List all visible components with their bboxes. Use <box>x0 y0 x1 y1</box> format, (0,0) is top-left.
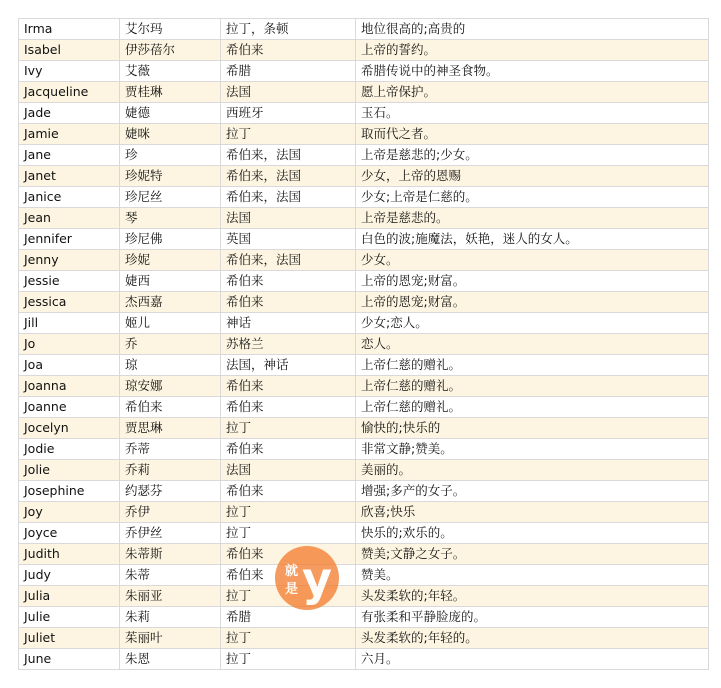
cell-chinese-name: 艾尔玛 <box>120 19 221 40</box>
cell-meaning: 恋人。 <box>356 334 709 355</box>
cell-english-name: Joyce <box>19 523 120 544</box>
cell-meaning: 快乐的;欢乐的。 <box>356 523 709 544</box>
cell-origin: 希腊 <box>221 607 356 628</box>
cell-origin: 拉丁 <box>221 124 356 145</box>
cell-meaning: 上帝仁慈的赠礼。 <box>356 355 709 376</box>
cell-meaning: 非常文静;赞美。 <box>356 439 709 460</box>
cell-meaning: 地位很高的;高贵的 <box>356 19 709 40</box>
cell-english-name: Ivy <box>19 61 120 82</box>
table-row <box>19 544 709 565</box>
cell-meaning: 头发柔软的;年轻。 <box>356 586 709 607</box>
cell-chinese-name: 婕咪 <box>120 124 221 145</box>
cell-chinese-name: 珍尼佛 <box>120 229 221 250</box>
table-row <box>19 481 709 502</box>
cell-chinese-name: 乔伊 <box>120 502 221 523</box>
cell-english-name: June <box>19 649 120 670</box>
cell-meaning: 愿上帝保护。 <box>356 82 709 103</box>
cell-english-name: Joa <box>19 355 120 376</box>
cell-origin: 希伯来 <box>221 292 356 313</box>
cell-origin: 希伯来 <box>221 376 356 397</box>
cell-english-name: Jessie <box>19 271 120 292</box>
cell-english-name: Janet <box>19 166 120 187</box>
cell-meaning: 愉快的;快乐的 <box>356 418 709 439</box>
cell-english-name: Jocelyn <box>19 418 120 439</box>
cell-meaning: 增强;多产的女子。 <box>356 481 709 502</box>
table-row <box>19 250 709 271</box>
cell-origin: 法国 <box>221 460 356 481</box>
cell-meaning: 赞美;文静之女子。 <box>356 544 709 565</box>
cell-meaning: 希腊传说中的神圣食物。 <box>356 61 709 82</box>
cell-chinese-name: 琼安娜 <box>120 376 221 397</box>
cell-origin: 拉丁 <box>221 418 356 439</box>
watermark-logo <box>274 545 340 611</box>
table-row <box>19 334 709 355</box>
table-row <box>19 355 709 376</box>
cell-meaning: 少女，上帝的恩赐 <box>356 166 709 187</box>
cell-origin: 拉丁，条顿 <box>221 19 356 40</box>
table-row <box>19 523 709 544</box>
cell-english-name: Jamie <box>19 124 120 145</box>
table-row <box>19 40 709 61</box>
cell-meaning: 少女;恋人。 <box>356 313 709 334</box>
cell-origin: 拉丁 <box>221 649 356 670</box>
table-row <box>19 397 709 418</box>
cell-meaning: 美丽的。 <box>356 460 709 481</box>
cell-meaning: 上帝的恩宠;财富。 <box>356 292 709 313</box>
cell-chinese-name: 乔 <box>120 334 221 355</box>
table-row <box>19 460 709 481</box>
cell-english-name: Jacqueline <box>19 82 120 103</box>
cell-english-name: Jenny <box>19 250 120 271</box>
table-row <box>19 187 709 208</box>
cell-chinese-name: 茱丽叶 <box>120 628 221 649</box>
watermark-char-top: 就 <box>285 564 299 579</box>
cell-chinese-name: 朱蒂斯 <box>120 544 221 565</box>
names-sheet <box>18 18 708 670</box>
watermark-char-bottom: 是 <box>285 582 299 597</box>
cell-english-name: Isabel <box>19 40 120 61</box>
cell-meaning: 取而代之者。 <box>356 124 709 145</box>
cell-origin: 希伯来 <box>221 481 356 502</box>
table-row <box>19 565 709 586</box>
cell-chinese-name: 贾桂琳 <box>120 82 221 103</box>
cell-chinese-name: 珍妮 <box>120 250 221 271</box>
cell-english-name: Jessica <box>19 292 120 313</box>
cell-origin: 希伯来 <box>221 397 356 418</box>
cell-meaning: 玉石。 <box>356 103 709 124</box>
cell-english-name: Jade <box>19 103 120 124</box>
table-row <box>19 649 709 670</box>
cell-chinese-name: 朱蒂 <box>120 565 221 586</box>
table-row <box>19 586 709 607</box>
cell-origin: 法国，神话 <box>221 355 356 376</box>
cell-meaning: 有张柔和平静脸庞的。 <box>356 607 709 628</box>
cell-origin: 希伯来 <box>221 544 356 565</box>
cell-english-name: Jo <box>19 334 120 355</box>
cell-english-name: Judith <box>19 544 120 565</box>
cell-chinese-name: 珍 <box>120 145 221 166</box>
cell-chinese-name: 乔莉 <box>120 460 221 481</box>
cell-english-name: Julie <box>19 607 120 628</box>
table-row <box>19 61 709 82</box>
cell-origin: 希伯来，法国 <box>221 187 356 208</box>
cell-meaning: 上帝仁慈的赠礼。 <box>356 397 709 418</box>
cell-origin: 苏格兰 <box>221 334 356 355</box>
cell-origin: 英国 <box>221 229 356 250</box>
table-row <box>19 502 709 523</box>
table-row <box>19 166 709 187</box>
cell-origin: 拉丁 <box>221 523 356 544</box>
cell-origin: 希伯来 <box>221 40 356 61</box>
cell-meaning: 头发柔软的;年轻的。 <box>356 628 709 649</box>
cell-english-name: Jean <box>19 208 120 229</box>
cell-chinese-name: 朱莉 <box>120 607 221 628</box>
cell-origin: 拉丁 <box>221 586 356 607</box>
cell-meaning: 少女;上帝是仁慈的。 <box>356 187 709 208</box>
cell-english-name: Joanna <box>19 376 120 397</box>
cell-meaning: 上帝仁慈的赠礼。 <box>356 376 709 397</box>
table-row <box>19 628 709 649</box>
cell-meaning: 上帝的誓约。 <box>356 40 709 61</box>
table-row <box>19 439 709 460</box>
cell-english-name: Judy <box>19 565 120 586</box>
table-row <box>19 208 709 229</box>
table-row <box>19 292 709 313</box>
cell-chinese-name: 伊莎蓓尔 <box>120 40 221 61</box>
table-row <box>19 145 709 166</box>
cell-english-name: Joanne <box>19 397 120 418</box>
cell-meaning: 少女。 <box>356 250 709 271</box>
cell-english-name: Juliet <box>19 628 120 649</box>
cell-chinese-name: 婕西 <box>120 271 221 292</box>
cell-chinese-name: 琼 <box>120 355 221 376</box>
cell-origin: 拉丁 <box>221 502 356 523</box>
cell-meaning: 上帝是慈悲的;少女。 <box>356 145 709 166</box>
cell-english-name: Jill <box>19 313 120 334</box>
table-row <box>19 82 709 103</box>
cell-origin: 神话 <box>221 313 356 334</box>
cell-english-name: Josephine <box>19 481 120 502</box>
cell-origin: 拉丁 <box>221 628 356 649</box>
cell-origin: 希腊 <box>221 61 356 82</box>
names-table <box>18 18 709 670</box>
cell-meaning: 赞美。 <box>356 565 709 586</box>
table-row <box>19 376 709 397</box>
cell-chinese-name: 朱恩 <box>120 649 221 670</box>
cell-english-name: Joy <box>19 502 120 523</box>
cell-meaning: 欣喜;快乐 <box>356 502 709 523</box>
table-row <box>19 124 709 145</box>
cell-origin: 希伯来，法国 <box>221 145 356 166</box>
table-row <box>19 19 709 40</box>
cell-chinese-name: 约瑟芬 <box>120 481 221 502</box>
table-row <box>19 607 709 628</box>
cell-origin: 希伯来 <box>221 271 356 292</box>
cell-chinese-name: 珍尼丝 <box>120 187 221 208</box>
cell-english-name: Irma <box>19 19 120 40</box>
table-row <box>19 313 709 334</box>
cell-meaning: 上帝的恩宠;财富。 <box>356 271 709 292</box>
cell-origin: 法国 <box>221 208 356 229</box>
cell-origin: 法国 <box>221 82 356 103</box>
cell-meaning: 六月。 <box>356 649 709 670</box>
table-row <box>19 229 709 250</box>
cell-chinese-name: 艾薇 <box>120 61 221 82</box>
table-row <box>19 418 709 439</box>
cell-chinese-name: 珍妮特 <box>120 166 221 187</box>
cell-origin: 希伯来，法国 <box>221 166 356 187</box>
cell-origin: 西班牙 <box>221 103 356 124</box>
cell-english-name: Jodie <box>19 439 120 460</box>
table-row <box>19 103 709 124</box>
table-body <box>19 19 709 670</box>
cell-meaning: 白色的波;施魔法，妖艳，迷人的女人。 <box>356 229 709 250</box>
cell-chinese-name: 杰西嘉 <box>120 292 221 313</box>
cell-english-name: Jolie <box>19 460 120 481</box>
cell-origin: 希伯来 <box>221 565 356 586</box>
cell-english-name: Jennifer <box>19 229 120 250</box>
cell-chinese-name: 希伯来 <box>120 397 221 418</box>
cell-chinese-name: 乔伊丝 <box>120 523 221 544</box>
cell-english-name: Janice <box>19 187 120 208</box>
cell-english-name: Jane <box>19 145 120 166</box>
cell-origin: 希伯来，法国 <box>221 250 356 271</box>
cell-meaning: 上帝是慈悲的。 <box>356 208 709 229</box>
cell-chinese-name: 朱丽亚 <box>120 586 221 607</box>
cell-english-name: Julia <box>19 586 120 607</box>
cell-chinese-name: 琴 <box>120 208 221 229</box>
cell-chinese-name: 贾思琳 <box>120 418 221 439</box>
cell-origin: 希伯来 <box>221 439 356 460</box>
cell-chinese-name: 婕德 <box>120 103 221 124</box>
cell-chinese-name: 乔蒂 <box>120 439 221 460</box>
table-row <box>19 271 709 292</box>
watermark-letter: y <box>302 552 332 606</box>
cell-chinese-name: 姬儿 <box>120 313 221 334</box>
